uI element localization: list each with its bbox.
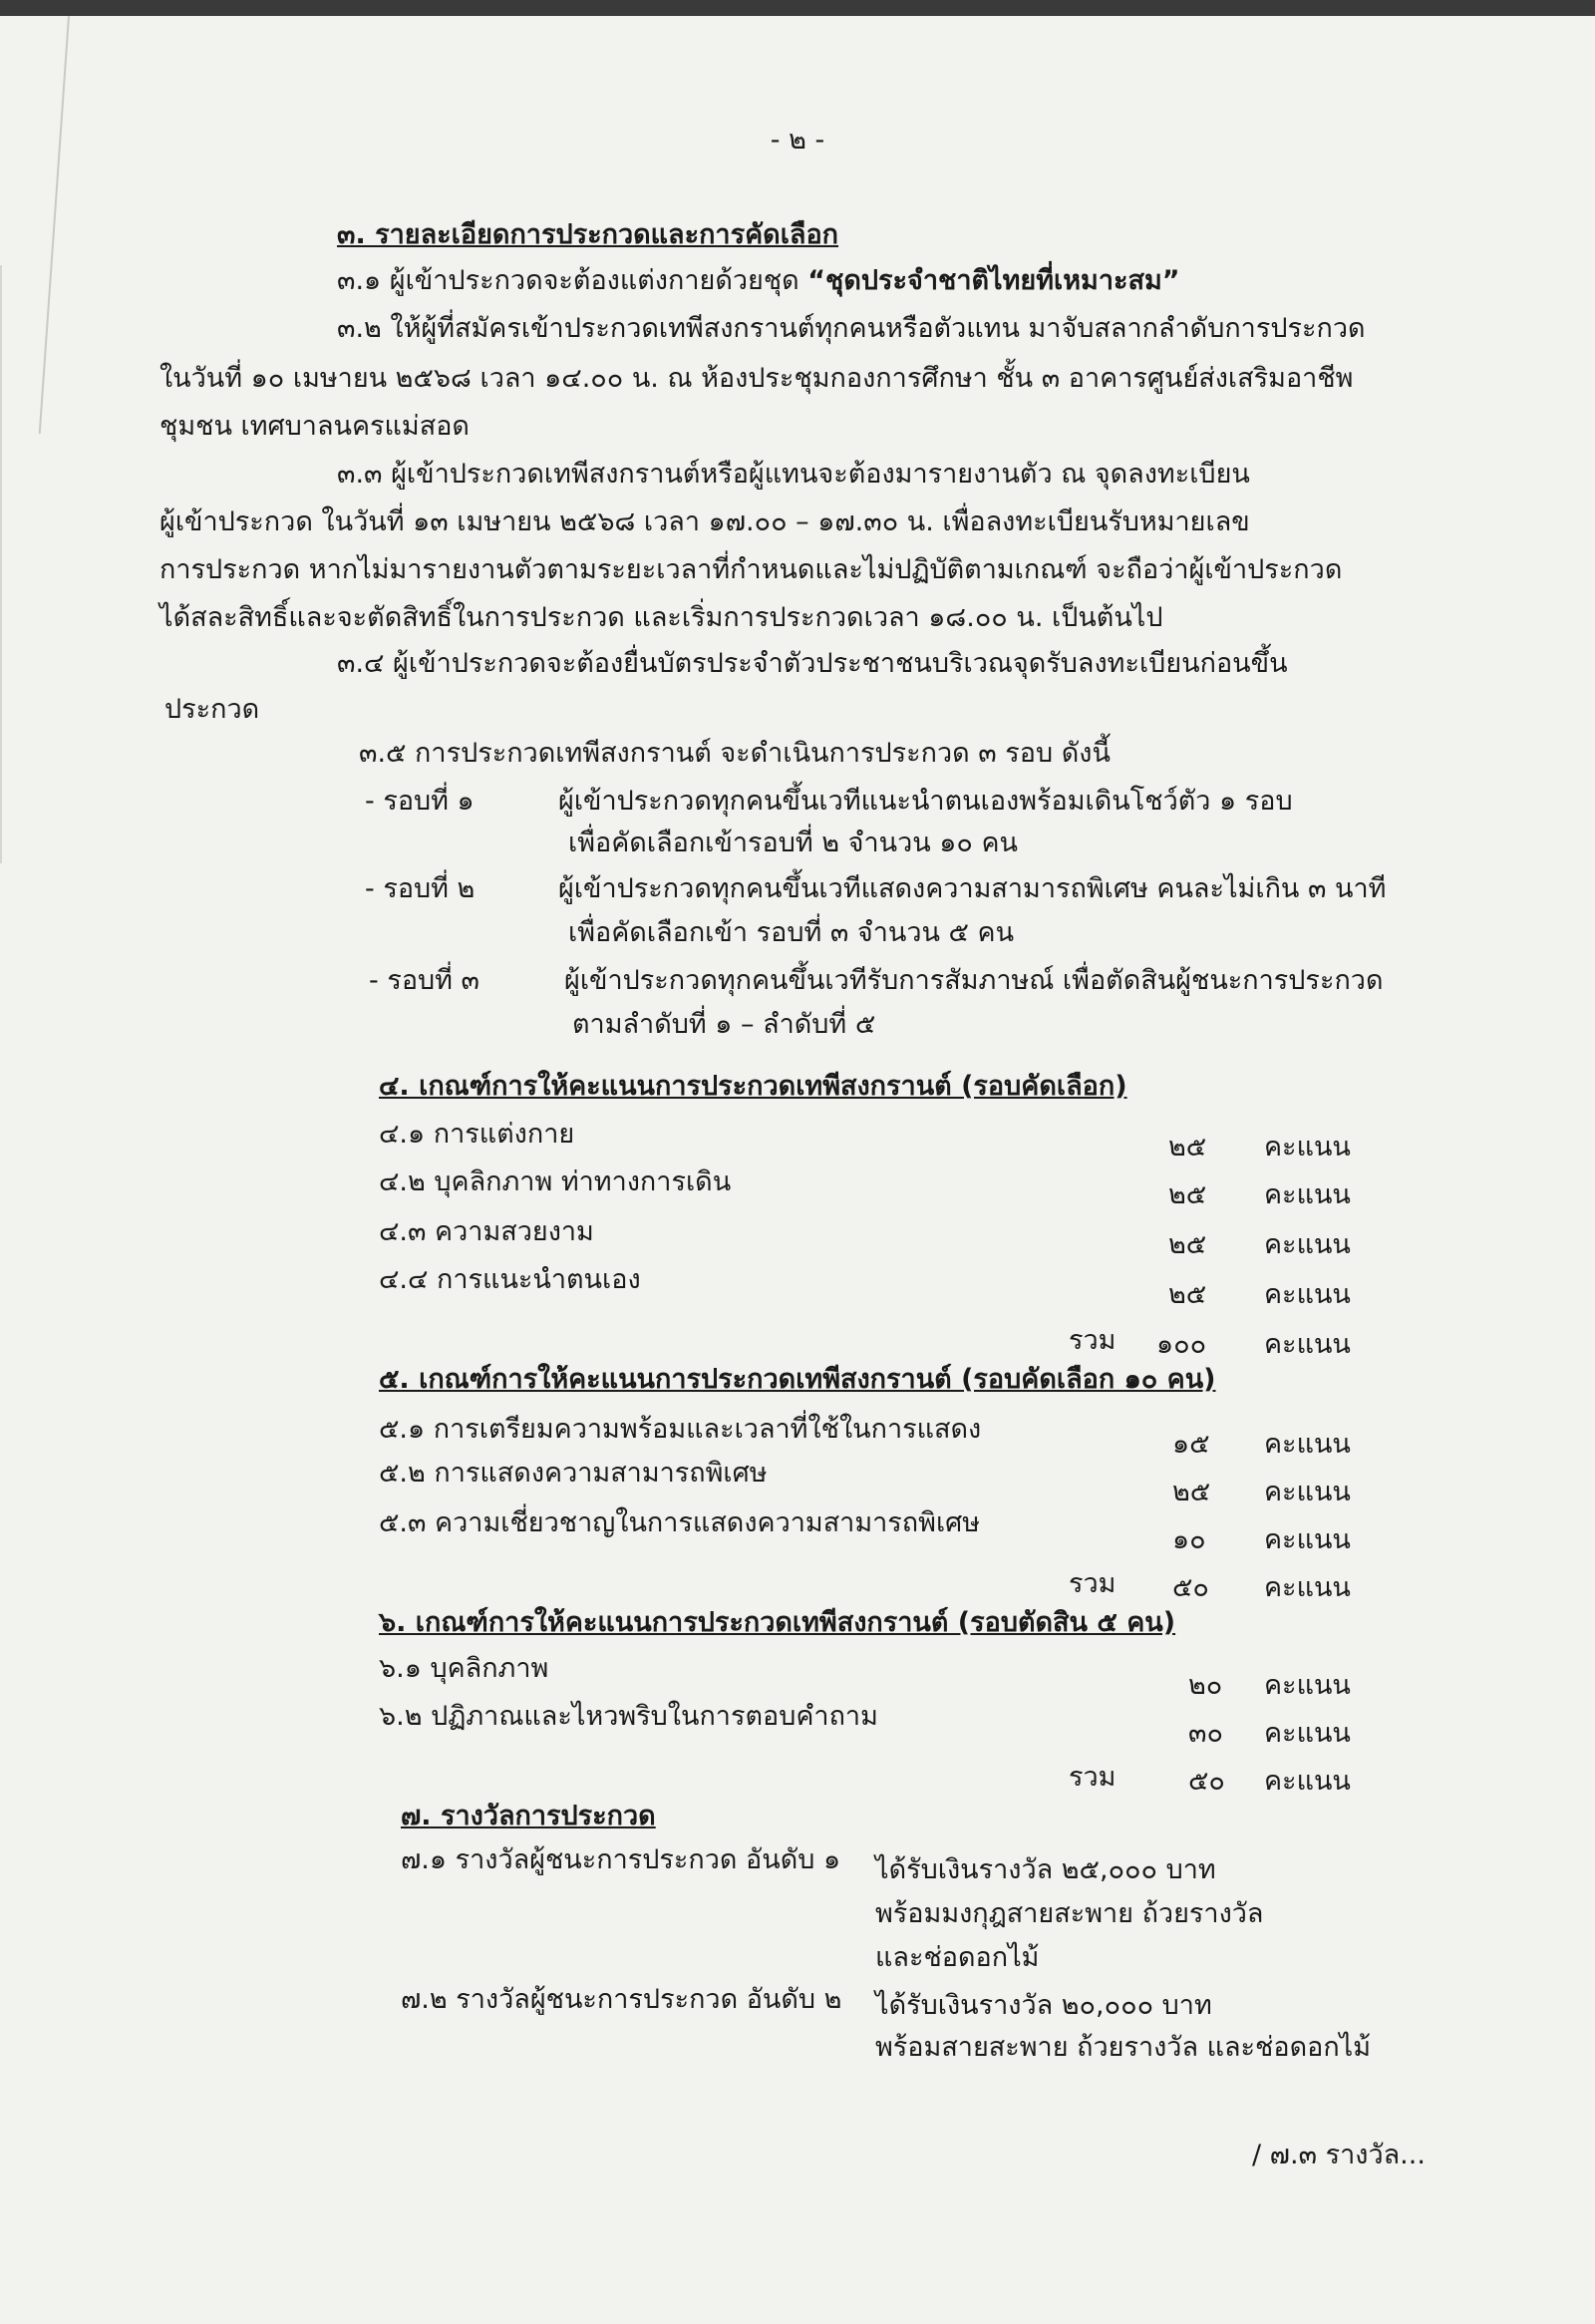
prize-2-line2: พร้อมสายสะพาย ถ้วยรางวัล และช่อดอกไม้ [875, 2032, 1372, 2063]
prize-1-line3: และช่อดอกไม้ [875, 1942, 1040, 1973]
section3-heading: ๓. รายละเอียดการประกวดและการคัดเลือก [337, 219, 839, 250]
section4-item-2-unit: คะแนน [1264, 1179, 1351, 1210]
section6-heading: ๖. เกณฑ์การให้คะแนนการประกวดเทพีสงกรานต์ (รอบตัดสิน ๕ คน) [379, 1607, 1176, 1638]
section5-item-3-score: ๑๐ [1172, 1524, 1206, 1555]
section4-item-3-score: ๒๕ [1168, 1229, 1207, 1260]
round-1-desc-line2: เพื่อคัดเลือกเข้ารอบที่ ๒ จำนวน ๑๐ คน [568, 828, 1018, 858]
section5-item-2-unit: คะแนน [1264, 1477, 1351, 1507]
section5-total-label: รวม [1069, 1568, 1116, 1599]
section5-item-1-score: ๑๕ [1172, 1429, 1210, 1460]
continuation-note: / ๗.๓ รางวัล... [1252, 2140, 1426, 2170]
section4-item-4-score: ๒๕ [1168, 1279, 1207, 1310]
section4-item-4-unit: คะแนน [1264, 1279, 1351, 1310]
section4-item-2-score: ๒๕ [1168, 1179, 1207, 1210]
section5-total: ๕๐ [1172, 1572, 1209, 1603]
round-2-label: - รอบที่ ๒ [365, 873, 476, 904]
section3-4-line1: ๓.๔ ผู้เข้าประกวดจะต้องยื่นบัตรประจำตัวประชาชนบริเวณจุดรับลงทะเบียนก่อนขึ้น [337, 648, 1288, 679]
section6-item-1-unit: คะแนน [1264, 1670, 1351, 1701]
prize-1-line2: พร้อมมงกุฎสายสะพาย ถ้วยรางวัล [875, 1898, 1264, 1929]
section5-item-1-unit: คะแนน [1264, 1429, 1351, 1460]
section6-item-2-unit: คะแนน [1264, 1718, 1351, 1749]
round-2-desc-line1: ผู้เข้าประกวดทุกคนขึ้นเวทีแสดงความสามารถพิเศษ คนละไม่เกิน ๓ นาที [558, 873, 1387, 904]
section4-item-4: ๔.๔ การแนะนำตนเอง [379, 1264, 641, 1295]
section4-total-unit: คะแนน [1264, 1329, 1351, 1360]
section5-total-unit: คะแนน [1264, 1572, 1351, 1603]
section5-item-2-score: ๒๕ [1172, 1477, 1211, 1507]
round-3-label: - รอบที่ ๓ [369, 965, 480, 996]
section4-item-3: ๔.๓ ความสวยงาม [379, 1216, 594, 1247]
section4-heading: ๔. เกณฑ์การให้คะแนนการประกวดเทพีสงกรานต์ (รอบคัดเลือก) [379, 1071, 1127, 1102]
section4-total-label: รวม [1069, 1325, 1116, 1356]
round-2-desc-line2: เพื่อคัดเลือกเข้า รอบที่ ๓ จำนวน ๕ คน [568, 917, 1015, 948]
section5-item-2: ๕.๒ การแสดงความสามารถพิเศษ [379, 1458, 768, 1489]
section4-item-3-unit: คะแนน [1264, 1229, 1351, 1260]
section3-2-line1: ๓.๒ ให้ผู้ที่สมัครเข้าประกวดเทพีสงกรานต์ทุกคนหรือตัวแทน มาจับสลากลำดับการประกวด [337, 313, 1366, 344]
section4-item-1-unit: คะแนน [1264, 1132, 1351, 1162]
section6-total-unit: คะแนน [1264, 1766, 1351, 1797]
section5-item-3-unit: คะแนน [1264, 1524, 1351, 1555]
paper-edge-line [0, 265, 2, 863]
prize-1-line1: ได้รับเงินรางวัล ๒๕,๐๐๐ บาท [875, 1854, 1216, 1885]
section3-3-line2: ผู้เข้าประกวด ในวันที่ ๑๓ เมษายน ๒๕๖๘ เวลา ๑๗.๐๐ – ๑๗.๓๐ น. เพื่อลงทะเบียนรับหมายเลข [160, 506, 1250, 537]
page-number: - ๒ - [770, 125, 825, 156]
section4-total: ๑๐๐ [1156, 1329, 1207, 1360]
section3-5: ๓.๕ การประกวดเทพีสงกรานต์ จะดำเนินการประกวด ๓ รอบ ดังนี้ [359, 738, 1111, 769]
section4-item-1-score: ๒๕ [1168, 1132, 1207, 1162]
round-1-desc-line1: ผู้เข้าประกวดทุกคนขึ้นเวทีแนะนำตนเองพร้อมเดินโชว์ตัว ๑ รอบ [558, 786, 1293, 817]
section3-3-line4: ได้สละสิทธิ์และจะตัดสิทธิ์ในการประกวด และเริ่มการประกวดเวลา ๑๘.๐๐ น. เป็นต้นไป [160, 602, 1163, 633]
section6-item-1-score: ๒๐ [1188, 1670, 1223, 1701]
prize-2-label: ๗.๒ รางวัลผู้ชนะการประกวด อันดับ ๒ [401, 1984, 842, 2015]
paper-fold-line [39, 16, 70, 434]
section5-item-1: ๕.๑ การเตรียมความพร้อมและเวลาที่ใช้ในการแสดง [379, 1414, 982, 1445]
section4-item-2: ๔.๒ บุคลิกภาพ ท่าทางการเดิน [379, 1166, 732, 1197]
section4-item-1: ๔.๑ การแต่งกาย [379, 1119, 575, 1150]
prize-1-label: ๗.๑ รางวัลผู้ชนะการประกวด อันดับ ๑ [401, 1844, 841, 1875]
section7-heading: ๗. รางวัลการประกวด [401, 1801, 656, 1831]
section6-total: ๕๐ [1188, 1766, 1225, 1797]
costume-requirement: “ชุดประจำชาติไทยที่เหมาะสม” [807, 265, 1180, 296]
section6-item-2: ๖.๒ ปฏิภาณและไหวพริบในการตอบคำถาม [379, 1701, 878, 1732]
section6-item-2-score: ๓๐ [1188, 1718, 1223, 1749]
prize-2-line1: ได้รับเงินรางวัล ๒๐,๐๐๐ บาท [875, 1990, 1212, 2021]
section3-2-line2: ในวันที่ ๑๐ เมษายน ๒๕๖๘ เวลา ๑๔.๐๐ น. ณ ห้องประชุมกองการศึกษา ชั้น ๓ อาคารศูนย์ส่งเสริมอาชีพ [160, 363, 1354, 394]
section3-1: ๓.๑ ผู้เข้าประกวดจะต้องแต่งกายด้วยชุด “ชุดประจำชาติไทยที่เหมาะสม” [337, 265, 1180, 296]
scan-border [0, 0, 1595, 16]
section3-3-line1: ๓.๓ ผู้เข้าประกวดเทพีสงกรานต์หรือผู้แทนจะต้องมารายงานตัว ณ จุดลงทะเบียน [337, 459, 1250, 490]
round-3-desc-line2: ตามลำดับที่ ๑ – ลำดับที่ ๕ [572, 1009, 876, 1040]
section5-item-3: ๕.๓ ความเชี่ยวชาญในการแสดงความสามารถพิเศษ [379, 1507, 981, 1538]
round-3-desc-line1: ผู้เข้าประกวดทุกคนขึ้นเวทีรับการสัมภาษณ์ เพื่อตัดสินผู้ชนะการประกวด [564, 965, 1384, 996]
section3-4-line2: ประกวด [164, 694, 260, 725]
section3-3-line3: การประกวด หากไม่มารายงานตัวตามระยะเวลาที่กำหนดและไม่ปฏิบัติตามเกณฑ์ จะถือว่าผู้เข้าประกวด [160, 554, 1343, 585]
section6-total-label: รวม [1069, 1762, 1116, 1793]
section5-heading: ๕. เกณฑ์การให้คะแนนการประกวดเทพีสงกรานต์ (รอบคัดเลือก ๑๐ คน) [379, 1364, 1216, 1395]
section6-item-1: ๖.๑ บุคลิกภาพ [379, 1653, 549, 1684]
round-1-label: - รอบที่ ๑ [365, 786, 475, 817]
section3-2-line3: ชุมชน เทศบาลนครแม่สอด [160, 411, 470, 442]
